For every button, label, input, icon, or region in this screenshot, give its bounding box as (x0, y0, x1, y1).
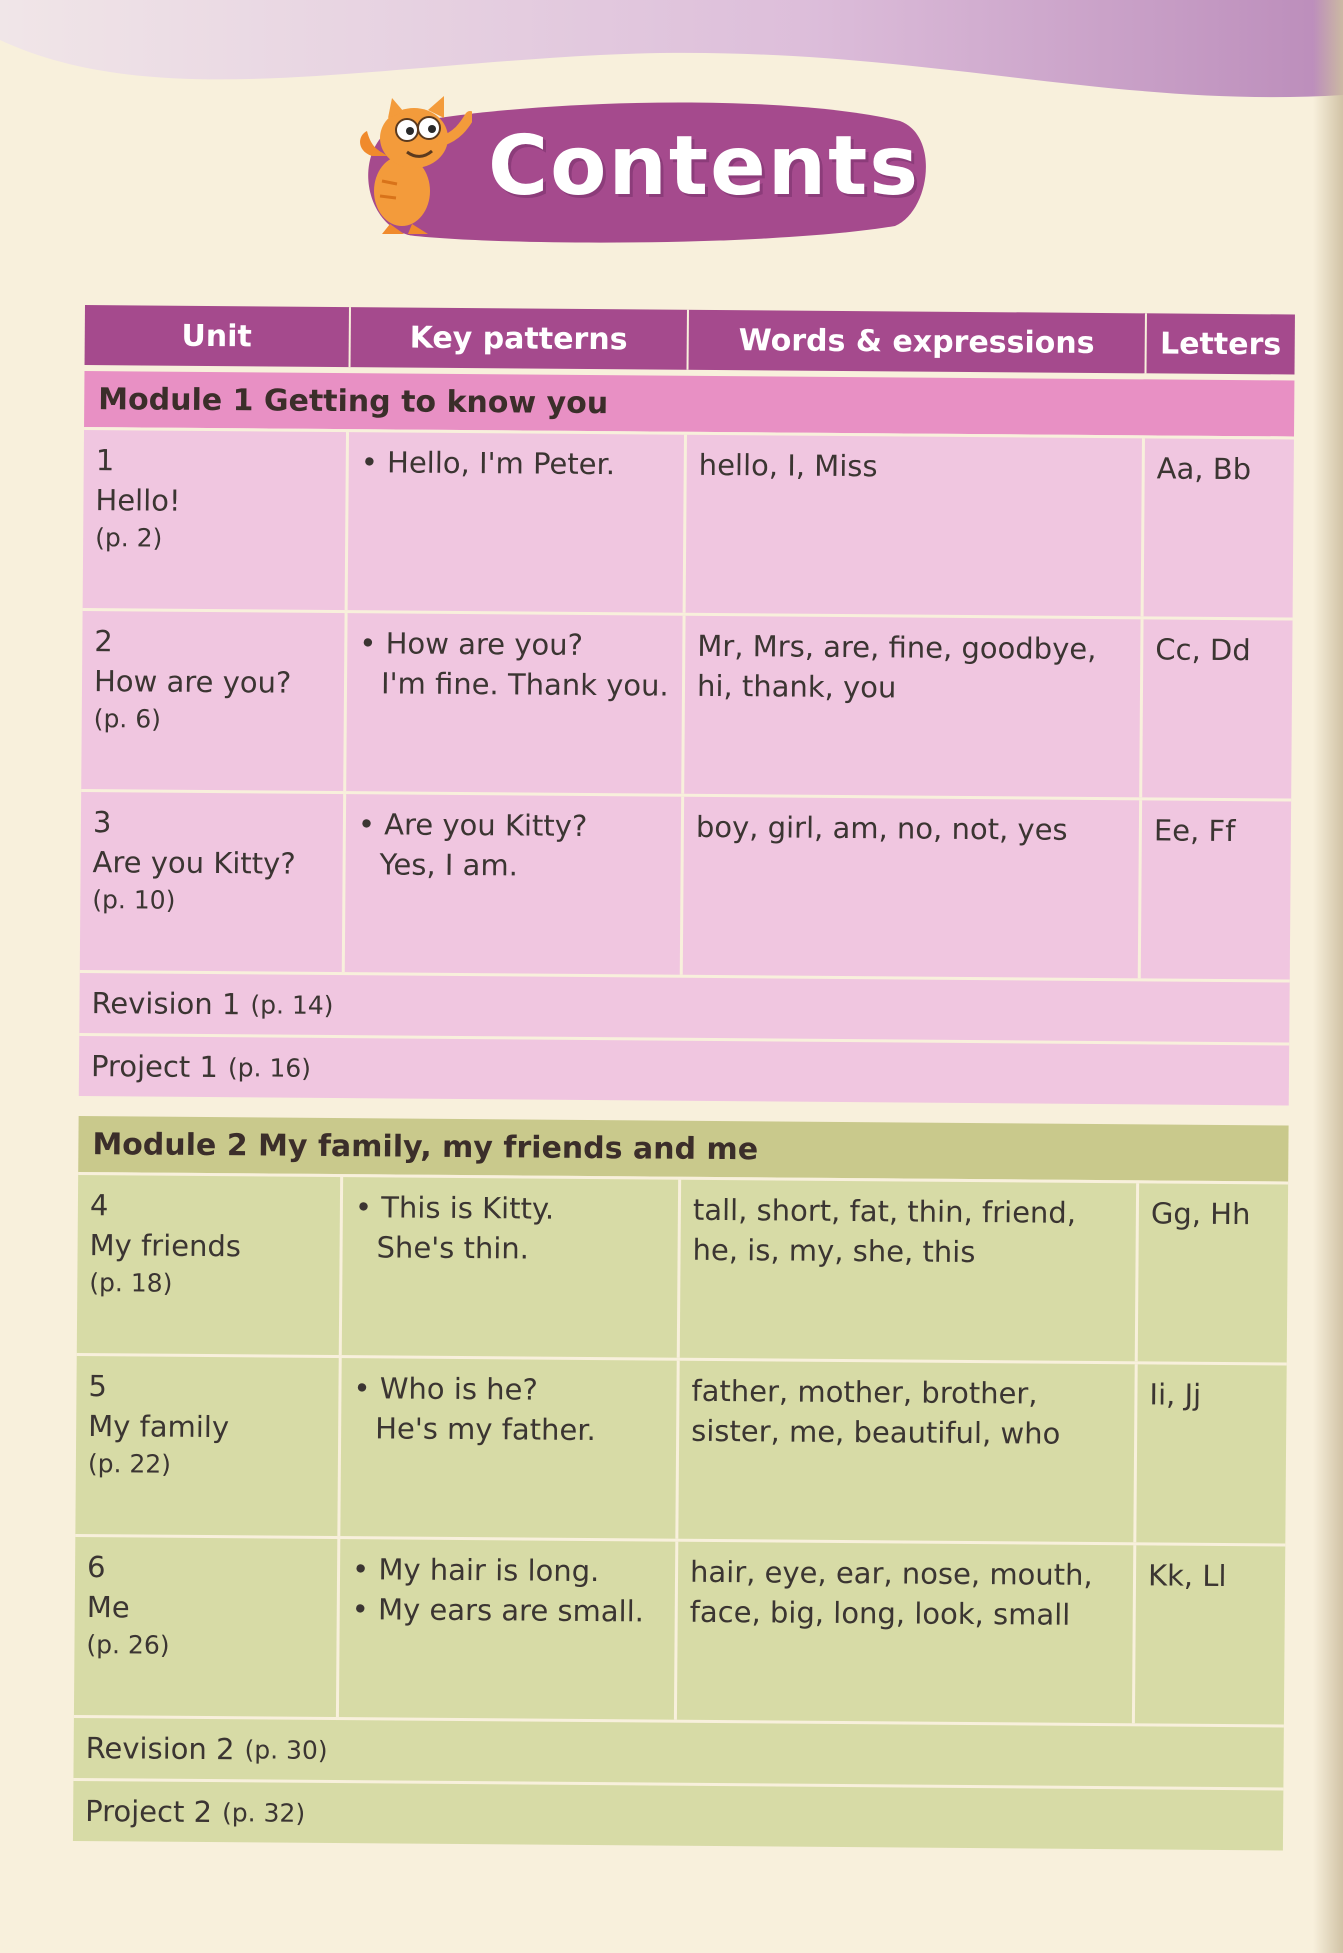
revision-row (79, 970, 1289, 1043)
unit-row (83, 427, 1294, 617)
module-2-body (73, 1172, 1288, 1850)
unit-name: Are you Kitty? (92, 845, 296, 881)
letters-cell: Ii, Jj (1149, 1377, 1202, 1412)
unit-number: 3 (92, 805, 112, 840)
unit-number: 5 (88, 1369, 108, 1404)
key-patterns-cell (339, 1539, 678, 1720)
project-label: Project 2 (85, 1794, 213, 1830)
unit-name: My friends (89, 1228, 242, 1264)
project-page: (p. 32) (221, 1797, 306, 1828)
key-pattern-continuation: He's my father. (375, 1411, 596, 1448)
cat-mascot-icon (352, 96, 472, 236)
unit-name: Hello! (95, 483, 181, 518)
key-pattern: • Who is he? (353, 1368, 664, 1410)
module-2-section (73, 1116, 1289, 1850)
words-line: face, big, long, look, small (689, 1594, 1071, 1632)
page-title: Contents (488, 119, 921, 214)
unit-name: How are you? (93, 664, 292, 700)
key-pattern: • Are you Kitty? (358, 804, 669, 846)
unit-number: 2 (94, 624, 113, 659)
contents-table (73, 305, 1295, 1850)
unit-cell (74, 1537, 340, 1717)
unit-number: 6 (86, 1550, 106, 1585)
revision-label: Revision 2 (85, 1731, 235, 1767)
unit-number: 1 (95, 443, 115, 478)
key-patterns-cell (345, 794, 684, 975)
unit-cell (77, 1175, 343, 1355)
unit-page: (p. 6) (93, 704, 162, 734)
words-line: hi, thank, you (696, 668, 897, 705)
key-pattern: • My hair is long. (352, 1549, 663, 1591)
key-pattern-continuation: She's thin. (376, 1230, 530, 1266)
words-line: father, mother, brother, (691, 1373, 1038, 1411)
words-line: boy, girl, am, no, not, yes (695, 809, 1068, 847)
unit-cell (80, 792, 346, 972)
words-line: he, is, my, she, this (692, 1232, 976, 1270)
unit-page: (p. 2) (95, 523, 163, 553)
words-line: sister, me, beautiful, who (691, 1413, 1061, 1451)
revision-page: (p. 30) (244, 1734, 328, 1765)
header-key-patterns: Key patterns (350, 307, 689, 370)
project-row (79, 1033, 1289, 1106)
key-patterns-cell (340, 1358, 679, 1539)
words-cell (677, 1542, 1136, 1724)
letters-cell: Cc, Dd (1155, 632, 1251, 668)
letters-cell: Aa, Bb (1156, 451, 1252, 487)
unit-number: 4 (89, 1188, 109, 1223)
key-patterns-cell (342, 1177, 681, 1358)
project-row (73, 1778, 1283, 1851)
header-words-expressions: Words & expressions (689, 310, 1147, 374)
unit-row (80, 789, 1291, 979)
key-pattern: • My ears are small. (352, 1589, 663, 1631)
key-pattern-continuation: Yes, I am. (379, 847, 519, 883)
unit-row (75, 1353, 1286, 1543)
revision-page: (p. 14) (250, 989, 334, 1020)
revision-row (73, 1715, 1283, 1788)
unit-page: (p. 10) (92, 885, 176, 915)
key-pattern: • Hello, I'm Peter. (361, 442, 672, 484)
words-line: tall, short, fat, thin, friend, (692, 1192, 1077, 1230)
module-1-body (79, 427, 1294, 1105)
key-pattern: • How are you? (359, 623, 670, 665)
unit-page: (p. 18) (89, 1268, 173, 1298)
unit-cell (83, 430, 349, 610)
words-line: hello, I, Miss (698, 447, 878, 484)
revision-label: Revision 1 (91, 986, 241, 1022)
unit-name: Me (86, 1590, 130, 1625)
unit-page: (p. 22) (87, 1449, 172, 1479)
words-cell (686, 435, 1145, 617)
table-header (85, 305, 1295, 375)
unit-name: My family (88, 1409, 230, 1445)
words-cell (680, 1180, 1139, 1362)
module-1-title: Module 1 Getting to know you (84, 371, 1294, 437)
letters-cell: Ee, Ff (1153, 813, 1236, 849)
words-line: Mr, Mrs, are, fine, goodbye, (697, 628, 1097, 666)
module-2-title: Module 2 My family, my friends and me (78, 1116, 1288, 1182)
key-pattern: • This is Kitty. (355, 1187, 666, 1229)
unit-row (74, 1534, 1285, 1724)
unit-row (77, 1172, 1288, 1362)
key-patterns-cell (346, 613, 685, 794)
words-cell (678, 1361, 1137, 1543)
page-edge-shadow (1313, 0, 1343, 1953)
header-unit: Unit (85, 305, 351, 367)
letters-cell: Gg, Hh (1150, 1196, 1251, 1232)
header-letters: Letters (1159, 325, 1282, 362)
words-line: hair, eye, ear, nose, mouth, (689, 1554, 1093, 1592)
module-1-section (79, 371, 1295, 1105)
unit-cell (75, 1356, 341, 1536)
words-cell (683, 797, 1142, 979)
project-page: (p. 16) (227, 1052, 312, 1083)
key-pattern-continuation: I'm fine. Thank you. (380, 666, 669, 703)
letters-cell: Kk, Ll (1147, 1558, 1227, 1594)
unit-page: (p. 26) (86, 1630, 170, 1660)
words-cell (684, 616, 1143, 798)
unit-cell (81, 611, 347, 791)
key-patterns-cell (348, 432, 687, 613)
project-label: Project 1 (90, 1049, 219, 1085)
unit-row (81, 608, 1292, 798)
